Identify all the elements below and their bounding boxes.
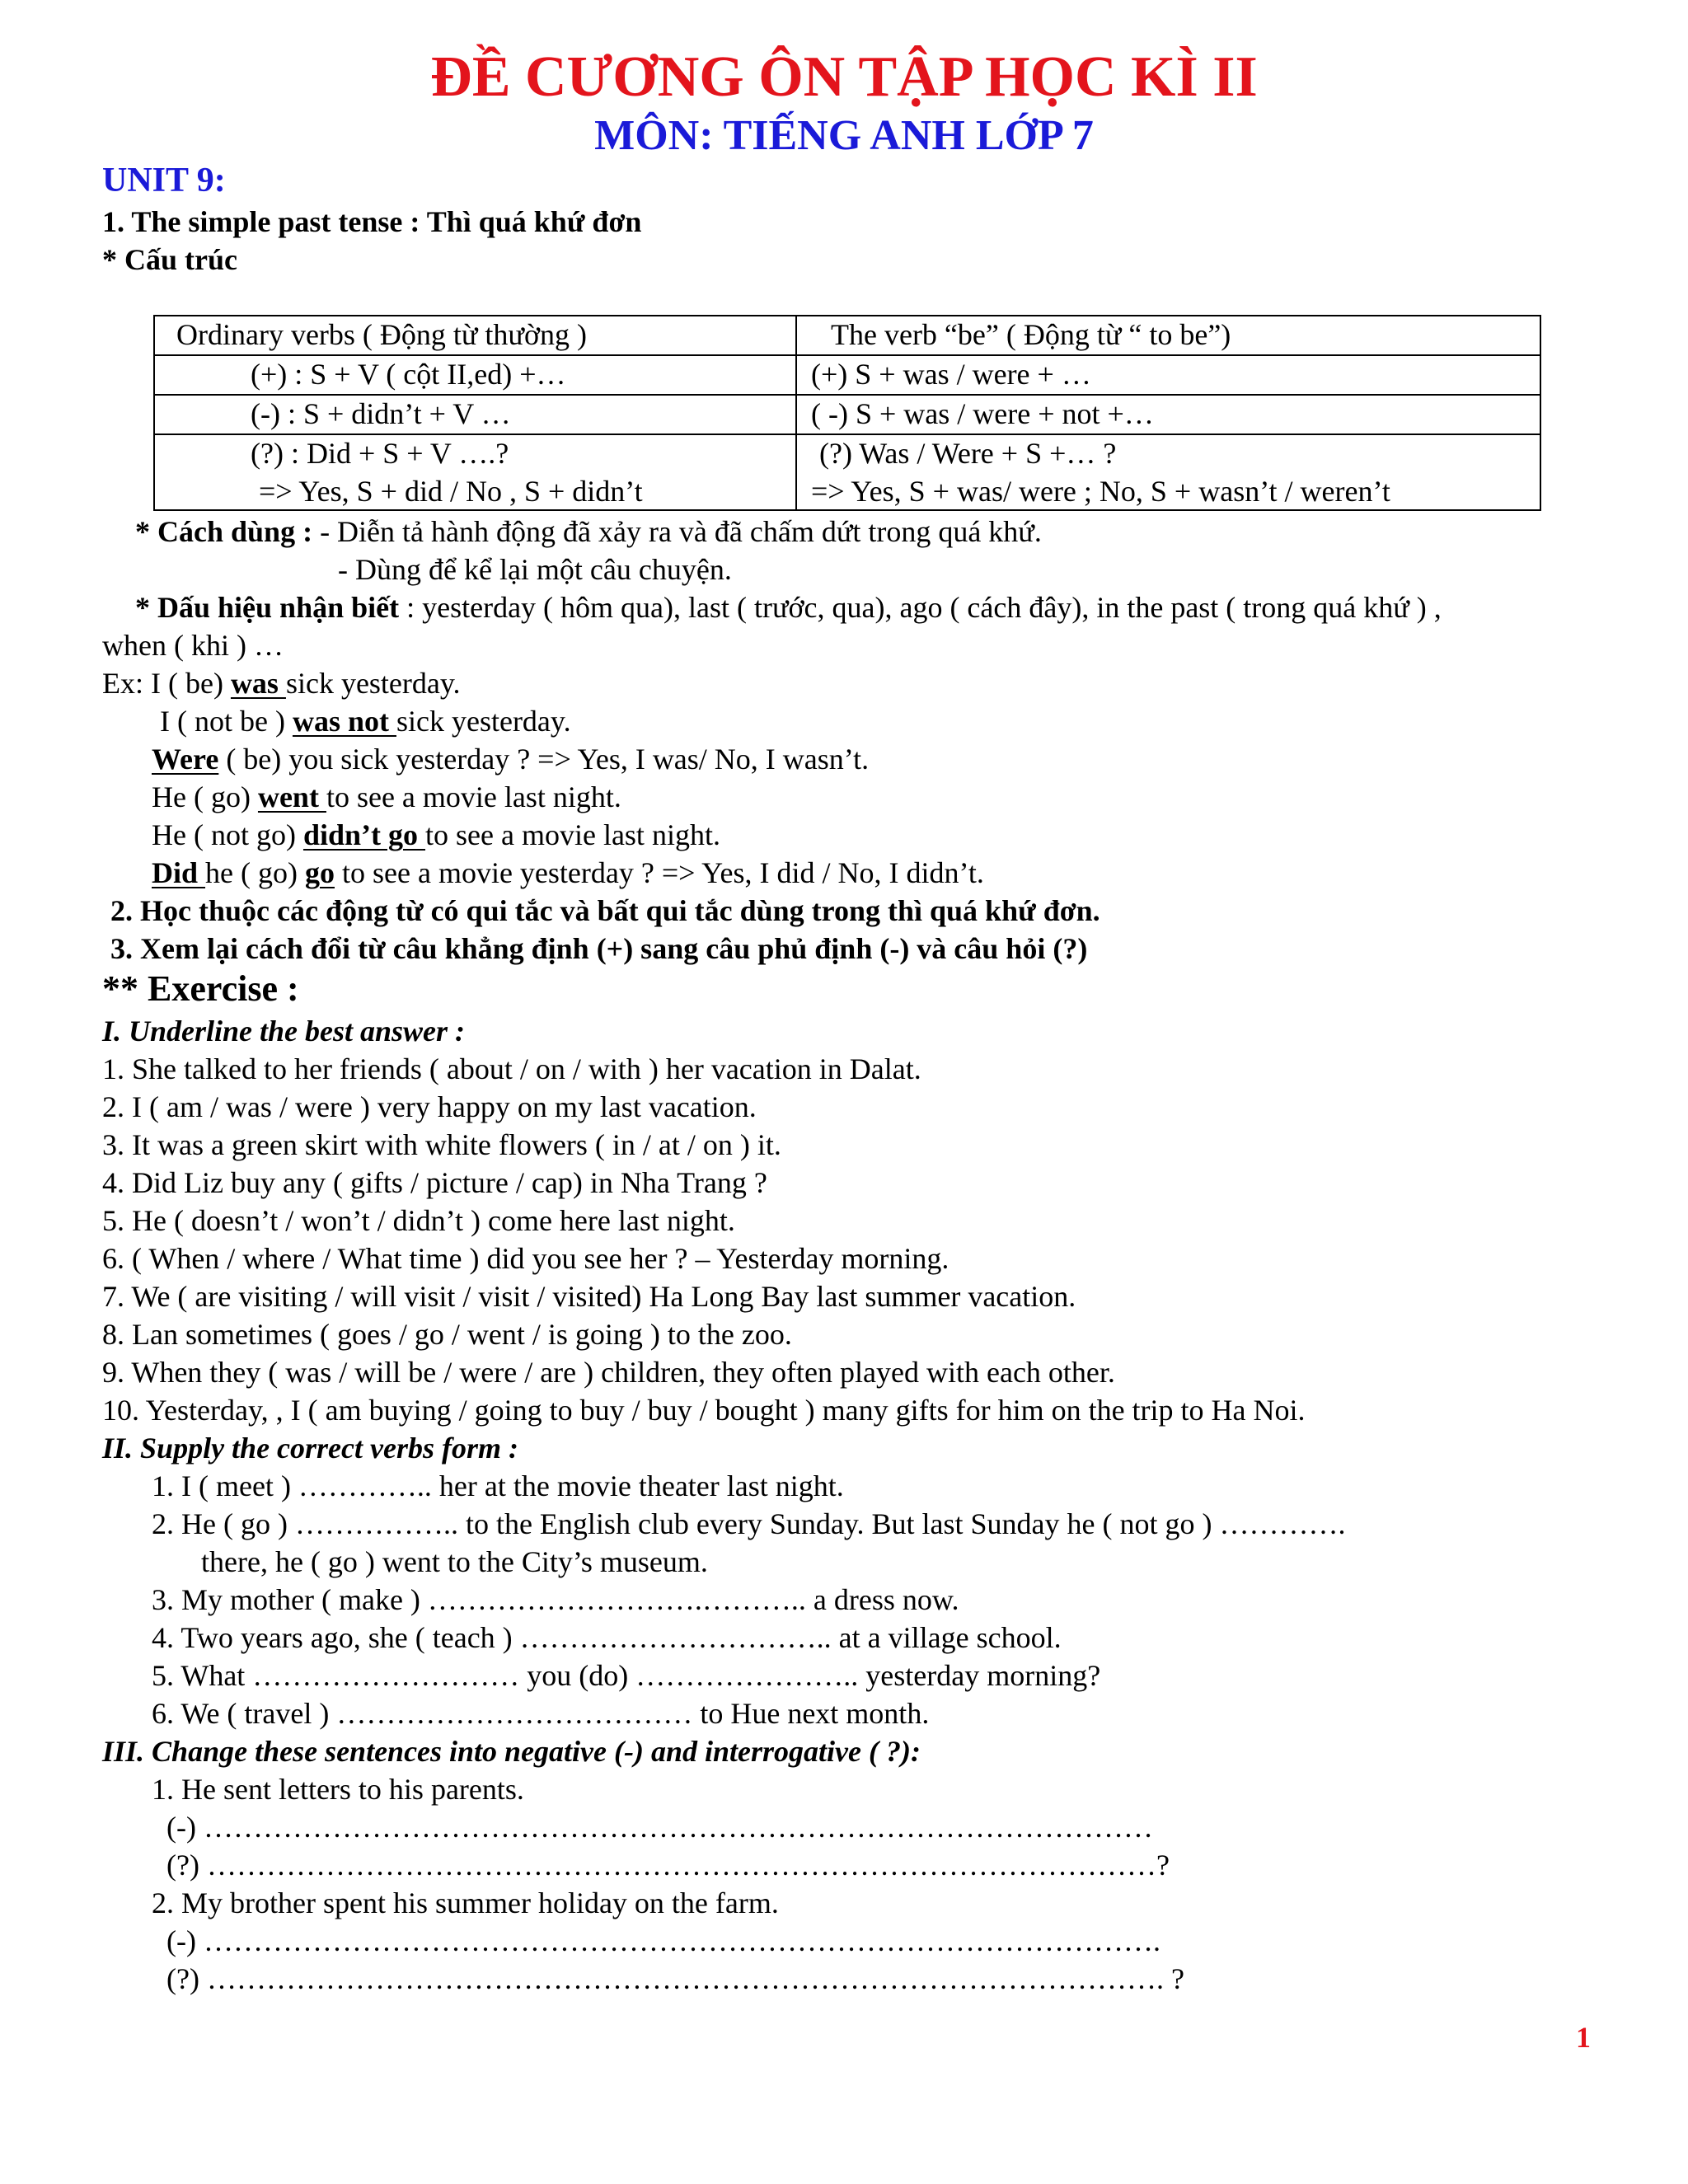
list-item: 5. He ( doesn’t / won’t / didn’t ) come here last night. — [102, 1204, 735, 1237]
grammar-table — [153, 315, 1541, 511]
table-cell: (+) S + was / were + … — [811, 358, 1091, 391]
table-cell: => Yes, S + was/ were ; No, S + wasn’t / weren’t — [811, 475, 1390, 508]
document-subtitle: MÔN: TIẾNG ANH LỚP 7 — [594, 112, 1094, 159]
list-item: 5. What ……………………… you (do) ………………….. yesterday morning? — [152, 1659, 1101, 1692]
unit-heading: UNIT 9: — [102, 162, 226, 199]
list-item: 7. We ( are visiting / will visit / visit / visited) Ha Long Bay last summer vacation. — [102, 1280, 1076, 1313]
list-item: 2. My brother spent his summer holiday on the farm. — [152, 1886, 779, 1919]
example-answer: Were — [152, 743, 219, 776]
list-item: 6. We ( travel ) ……………………………… to Hue next month. — [152, 1697, 930, 1730]
list-item: 8. Lan sometimes ( goes / go / went / is going ) to the zoo. — [102, 1318, 792, 1351]
answer-line: (?) ……………………………………………………………………………………? — [166, 1849, 1170, 1882]
example-answer: was not — [292, 705, 396, 738]
list-item: 3. My mother ( make ) ……………………….……….. a dress now. — [152, 1583, 959, 1616]
example-line: Were ( be) you sick yesterday ? => Yes, I was/ No, I wasn’t. — [152, 743, 870, 776]
example-line: Did he ( go) go to see a movie yesterday ? => Yes, I did / No, I didn’t. — [152, 856, 984, 889]
list-item: 1. I ( meet ) ………….. her at the movie theater last night. — [152, 1469, 844, 1502]
signal-words: * Dấu hiệu nhận biết : yesterday ( hôm qua), last ( trước, qua), ago ( cách đây), in the past ( trong quá khứ ) , — [135, 591, 1442, 624]
table-cell: (?) : Did + S + V ….? — [251, 437, 509, 470]
study-note: 3. Xem lại cách đổi từ câu khẳng định (+) sang câu phủ định (-) và câu hỏi (?) — [110, 932, 1088, 965]
table-header-ordinary: Ordinary verbs ( Động từ thường ) — [176, 318, 587, 351]
signal-words-cont: when ( khi ) … — [102, 629, 284, 662]
section-title: 1. The simple past tense : Thì quá khứ đơn — [102, 205, 642, 238]
table-header-be: The verb “be” ( Động từ “ to be”) — [831, 318, 1231, 351]
table-divider — [795, 316, 797, 509]
table-cell: (-) : S + didn’t + V … — [251, 397, 511, 430]
example-line: He ( go) went to see a movie last night. — [152, 780, 621, 813]
list-item: 3. It was a green skirt with white flowers ( in / at / on ) it. — [102, 1128, 781, 1161]
part2-title: II. Supply the correct verbs form : — [102, 1432, 518, 1465]
answer-line: (?) ……………………………………………………………………………………. ? — [166, 1962, 1184, 1995]
list-item: 2. I ( am / was / were ) very happy on my last vacation. — [102, 1090, 757, 1123]
list-item: 9. When they ( was / will be / were / are ) children, they often played with each other. — [102, 1356, 1115, 1389]
list-item: 4. Did Liz buy any ( gifts / picture / cap) in Nha Trang ? — [102, 1166, 767, 1199]
structure-label: * Cấu trúc — [102, 243, 237, 276]
exercise-heading: ** Exercise : — [102, 968, 299, 1009]
document-title: ĐỀ CƯƠNG ÔN TẬP HỌC KÌ II — [430, 45, 1258, 109]
usage-line: - Dùng để kể lại một câu chuyện. — [338, 553, 732, 586]
study-note: 2. Học thuộc các động từ có qui tắc và bất qui tắc dùng trong thì quá khứ đơn. — [110, 894, 1100, 927]
example-answer: didn’t go — [302, 818, 426, 851]
part3-title: III. Change these sentences into negative (-) and interrogative ( ?): — [102, 1735, 921, 1768]
page-number: 1 — [1576, 2021, 1591, 2054]
table-cell: => Yes, S + did / No , S + didn’t — [259, 475, 643, 508]
example-answer: was — [230, 667, 286, 700]
signal-label: * Dấu hiệu nhận biết — [135, 591, 400, 624]
answer-line: (-) ……………………………………………………………………………………. — [166, 1924, 1160, 1957]
answer-line: (-) …………………………………………………………………………………… — [166, 1811, 1153, 1844]
list-item: 4. Two years ago, she ( teach ) ………………………….. at a village school. — [152, 1621, 1062, 1654]
example-answer: went — [257, 780, 326, 813]
table-cell: (+) : S + V ( cột II,ed) +… — [251, 358, 566, 391]
table-cell: ( -) S + was / were + not +… — [811, 397, 1154, 430]
table-cell: (?) Was / Were + S +… ? — [819, 437, 1117, 470]
part1-title: I. Underline the best answer : — [102, 1015, 466, 1047]
list-item: 1. He sent letters to his parents. — [152, 1773, 524, 1806]
list-item: 10. Yesterday, , I ( am buying / going to buy / buy / bought ) many gifts for him on the trip to Ha Noi. — [102, 1394, 1306, 1427]
list-item: 6. ( When / where / What time ) did you see her ? – Yesterday morning. — [102, 1242, 950, 1275]
example-line: I ( not be ) was not sick yesterday. — [160, 705, 571, 738]
usage-label: * Cách dùng : — [135, 515, 313, 548]
example-answer: Did — [152, 856, 206, 889]
list-item: 1. She talked to her friends ( about / on / with ) her vacation in Dalat. — [102, 1052, 921, 1085]
example-line: Ex: I ( be) was sick yesterday. — [102, 667, 461, 700]
example-answer: go — [305, 856, 335, 889]
list-item: 2. He ( go ) …………….. to the English club every Sunday. But last Sunday he ( not go ) …………. — [152, 1507, 1346, 1540]
usage-line: * Cách dùng : - Diễn tả hành động đã xảy ra và đã chấm dứt trong quá khứ. — [135, 515, 1042, 548]
list-item: there, he ( go ) went to the City’s museum. — [201, 1545, 708, 1578]
example-line: He ( not go) didn’t go to see a movie last night. — [152, 818, 720, 851]
